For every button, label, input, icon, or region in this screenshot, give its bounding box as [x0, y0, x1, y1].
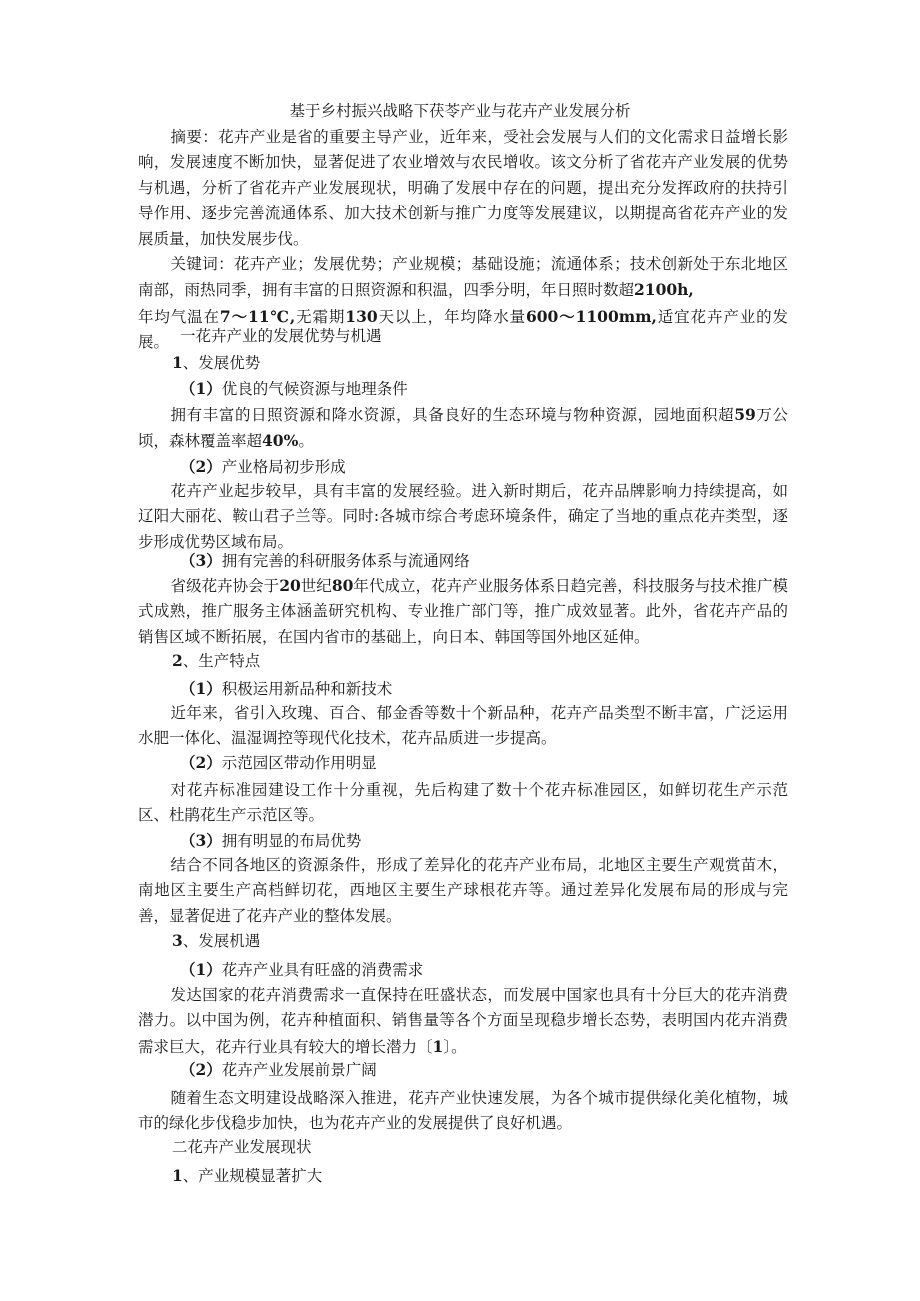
- s1-3-p2-title: 花卉产业发展前景广阔: [221, 1061, 377, 1079]
- keywords-lead: 关键词：: [170, 255, 234, 273]
- section2-sub1-num: 1: [172, 1166, 183, 1185]
- temperature-range: 7～11℃,: [219, 306, 296, 326]
- s1-1-p2-label: （2）: [180, 457, 222, 476]
- s1-2-p3-title: 拥有明显的布局优势: [221, 832, 362, 850]
- s1-1-p3-text-a: 省级花卉协会于: [170, 577, 280, 595]
- s1-3-p1-label: （1）: [180, 960, 222, 979]
- s1-3-p1-text-b: 〕。: [443, 1037, 467, 1056]
- keywords-line3-a: 年均气温在: [138, 307, 220, 326]
- s1-1-p1-title: 优良的气候资源与地理条件: [221, 380, 408, 398]
- s1-1-p1-heading: [180, 376, 408, 402]
- s1-2-p1-heading: [180, 676, 392, 702]
- section1-sub2-heading: [172, 648, 260, 674]
- s1-2-p3-heading: [180, 828, 361, 854]
- s1-1-p1-label: （1）: [180, 379, 222, 398]
- section2-sub1-text: 、产业规模显著扩大: [182, 1167, 323, 1185]
- century-value: 20: [279, 576, 301, 595]
- s1-2-p2-label: （2）: [180, 753, 222, 772]
- s1-2-p3-body: 结合不同各地区的资源条件，形成了差异化的花卉产业布局，北地区主要生产观赏苗木，南地区主要生产高档鲜切花，西地区主要生产球根花卉等。通过差异化发展布局的形成与完善，显著促进了花卉产业的整体发展。: [138, 856, 788, 925]
- garden-area-value: 59: [734, 405, 756, 424]
- s1-2-p1-body: 近年来，省引入玫瑰、百合、郁金香等数十个新品种，花卉产品类型不断丰富，广泛运用水肥一体化、温湿调控等现代化技术，花卉品质进一步提高。: [138, 704, 788, 748]
- s1-1-p3-heading: [180, 548, 470, 574]
- s1-3-p2-label: （2）: [180, 1060, 222, 1079]
- section1-sub3-heading: [172, 928, 260, 954]
- decade-value: 80: [331, 576, 354, 595]
- s1-3-p1-heading: [180, 957, 423, 983]
- reference-number: 1: [432, 1036, 444, 1056]
- forest-coverage-value: 40%: [262, 431, 299, 451]
- section2-sub1-heading: [172, 1163, 322, 1189]
- s1-3-p1-body: [138, 983, 788, 1060]
- section1-sub2-text: 、生产特点: [182, 652, 261, 670]
- section1-sub1-heading: [172, 350, 260, 376]
- abstract-text: 花卉产业是省的重要主导产业，近年来，受社会发展与人们的文化需求日益增长影响，发展速度不断加快，显著促进了农业增效与农民增收。该文分析了省花卉产业发展的优势与机遇，分析了省花卉产业发展现状，明确了发展中存在的问题，提出充分发挥政府的扶持引导作用、逐步完善流通体系、加大技术创新与推广力度等发展建议，以期提高省花卉产业的发展质量，加快发展步伐。: [138, 128, 788, 248]
- s1-2-p2-heading: [180, 750, 377, 776]
- s1-1-p3-label: （3）: [180, 551, 222, 570]
- section2-heading: 二花卉产业发展现状: [172, 1138, 312, 1156]
- section1-sub1-text: 、发展优势: [182, 354, 261, 372]
- section1-sub3-text: 、发展机遇: [182, 932, 261, 950]
- s1-2-p1-title: 积极运用新品种和新技术: [221, 680, 393, 698]
- document-title: 基于乡村振兴战略下茯苓产业与花卉产业发展分析: [289, 102, 631, 120]
- s1-3-p1-text-a: 发达国家的花卉消费需求一直保持在旺盛状态，而发展中国家也具有十分巨大的花卉消费潜力。以中国为例，花卉种植面积、销售量等各个方面呈现稳步增长态势，表明国内花卉消费需求巨大，花卉行业具有较大的增长潜力〔: [138, 986, 788, 1056]
- s1-1-p1-text-b: 万公顷，森林覆盖率超: [138, 406, 788, 451]
- s1-1-p1-body: [138, 402, 788, 455]
- s1-1-p3-text-c: 年代成立，花卉产业服务体系日趋完善，科技服务与技术推广模式成熟，推广服务主体涵盖研究机构、专业推广部门等，推广成效显著。此外，省花卉产品的销售区域不断拓展，在国内省市的基础上，向日本、韩国等国外地区延伸。: [138, 577, 788, 646]
- keywords-line3-b: 无霜期: [295, 307, 346, 326]
- s1-2-p2-title: 示范园区带动作用明显: [221, 754, 377, 772]
- section1-sub3-num: 3: [172, 931, 183, 950]
- s1-3-p2-body: 随着生态文明建设战略深入推进，花卉产业快速发展，为各个城市提供绿化美化植物，城市的绿化步伐稳步加快，也为花卉产业的发展提供了良好机遇。: [138, 1089, 788, 1133]
- s1-1-p2-body: 花卉产业起步较早，具有丰富的发展经验。进入新时期后，花卉品牌影响力持续提高，如辽阳大丽花、鞍山君子兰等。同时:各城市综合考虑环境条件，确定了当地的重点花卉类型，逐步形成优势区域布局。: [138, 482, 788, 551]
- s1-1-p3-text-b: 世纪: [300, 577, 332, 595]
- abstract-paragraph: [138, 125, 788, 252]
- s1-1-p2-title: 产业格局初步形成: [221, 458, 346, 476]
- frost-free-days: 130: [345, 306, 378, 326]
- sunshine-hours: 2100h,: [634, 280, 694, 300]
- s1-1-p1-text-a: 拥有丰富的日照资源和降水资源，具备良好的生态环境与物种资源，园地面积超: [170, 406, 735, 424]
- s1-1-p1-text-c: 。: [298, 432, 314, 451]
- s1-3-p1-title: 花卉产业具有旺盛的消费需求: [221, 961, 424, 979]
- s1-1-p2-heading: [180, 454, 346, 480]
- section1-heading: 一花卉产业的发展优势与机遇: [180, 327, 382, 345]
- section1-sub1-num: 1: [172, 353, 183, 372]
- keywords-line3-c: 天以上，年均降水量: [377, 307, 526, 326]
- s1-2-p1-label: （1）: [180, 679, 222, 698]
- section1-sub2-num: 2: [172, 651, 183, 670]
- keywords-line3-d: 适宜花卉产业的发展。: [138, 307, 788, 352]
- s1-1-p3-title: 拥有完善的科研服务体系与流通网络: [221, 552, 470, 570]
- s1-2-p3-label: （3）: [180, 831, 222, 850]
- s1-1-p3-body: [138, 573, 788, 650]
- keywords-text: 花卉产业；发展优势；产业规模；基础设施；流通体系；技术创新处于东北地区南部，雨热同季，拥有丰富的日照资源和积温，四季分明，年日照时数超: [138, 255, 788, 300]
- abstract-lead: 摘要：: [170, 128, 219, 146]
- rainfall-range: 600～1100mm,: [525, 306, 657, 326]
- s1-2-p2-body: 对花卉标准园建设工作十分重视，先后构建了数十个花卉标准园区，如鲜切花生产示范区、杜鹃花生产示范区等。: [138, 781, 788, 825]
- s1-3-p2-heading: [180, 1057, 377, 1083]
